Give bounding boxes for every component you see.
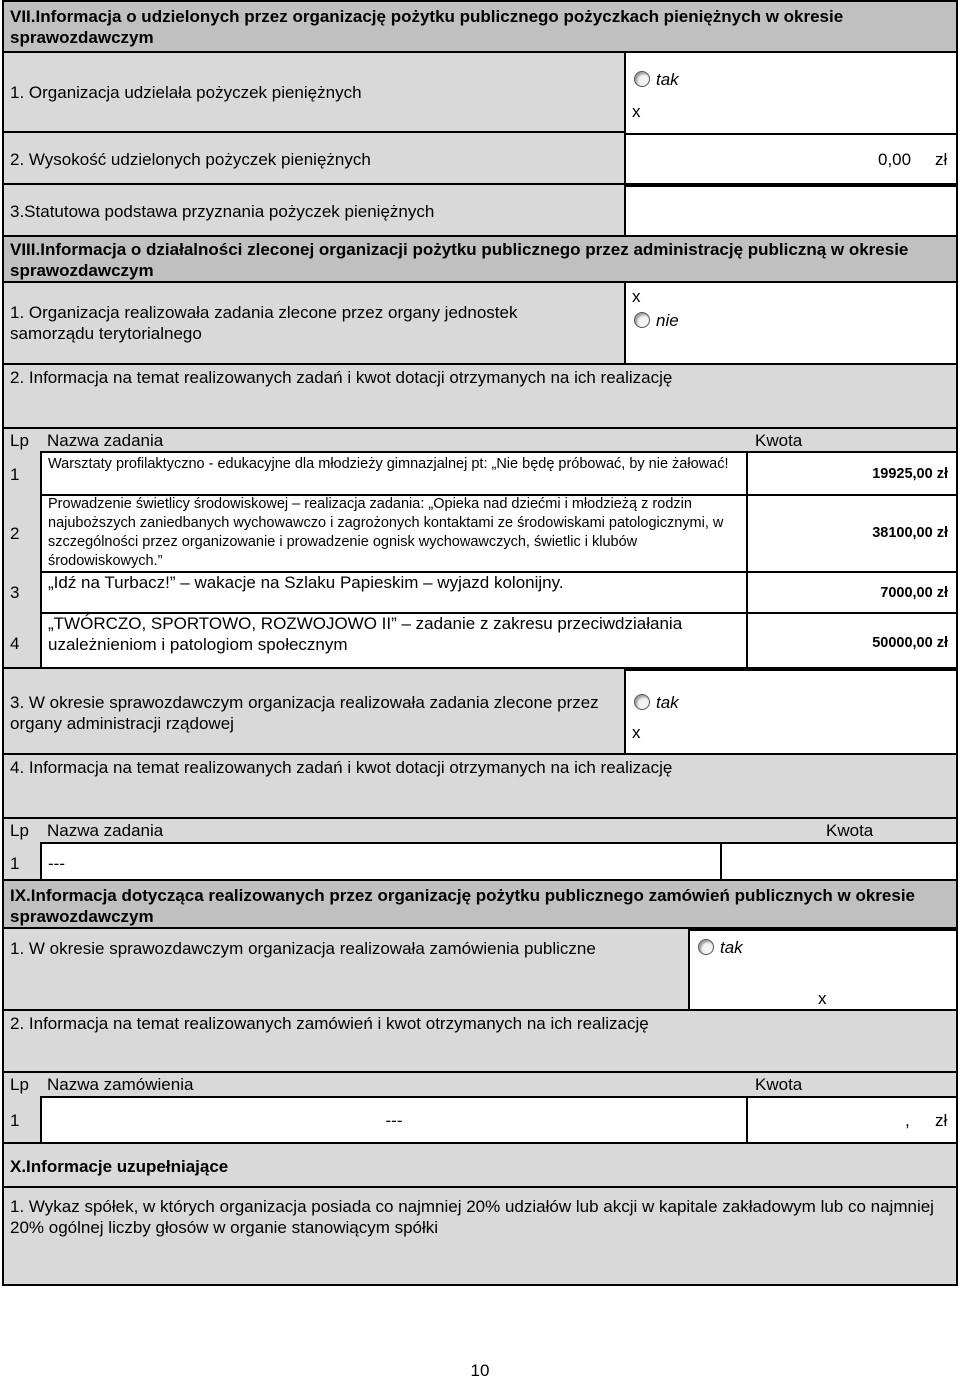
s8-t2-th-amount: Kwota	[826, 821, 874, 840]
s7-q1-answer-box[interactable]	[624, 51, 958, 135]
t2-row-1-name: ---	[48, 854, 65, 873]
table-row-amount	[720, 842, 958, 881]
s7-q3-answer-box[interactable]	[624, 185, 958, 237]
t2-row-1-lp: 1	[10, 854, 20, 873]
s8-q1-option[interactable]: nie	[634, 310, 679, 331]
s9-q2-label: 2. Informacja na temat realizowanych zamówień i kwot otrzymanych na ich realizację	[10, 1014, 649, 1033]
s9-th-amount: Kwota	[755, 1075, 803, 1094]
row-2-name: Prowadzenie świetlicy środowiskowej – realizacja zadania: „Opieka nad dziećmi i młodzieżą z rodzin najuboższych zaniedbanych wychowawczo i zagrożonych kontaktami ze środowiskami patologicznymi, w szczególności przez organizowanie i prowadzenie ognisk wychowawczych, świetlic i klubów środowiskowych.”	[48, 496, 724, 569]
row-4-name: „TWÓRCZO, SPORTOWO, ROZWOJOWO II” – zadanie z zakresu przeciwdziałania uzależnieniom i patologiom społecznym	[48, 614, 683, 654]
s9-th-lp: Lp	[10, 1075, 29, 1094]
row-3-name: „Idź na Turbacz!” – wakacje na Szlaku Papieskim – wyjazd kolonijny.	[48, 573, 564, 592]
s8-th-lp: Lp	[10, 431, 29, 450]
s8-q3-option[interactable]: tak	[634, 692, 679, 713]
s8-q3-label: 3. W okresie sprawozdawczym organizacja realizowała zadania zlecone przez organy administracji rządowej	[10, 693, 599, 733]
s9-th-name: Nazwa zamówienia	[47, 1075, 194, 1094]
radio-icon[interactable]	[634, 71, 650, 87]
s7-q1-option[interactable]: tak	[634, 69, 679, 90]
s7-q1-mark: x	[632, 102, 641, 121]
row-4-amount: 50000,00 zł	[872, 635, 948, 651]
section-ix-title: IX.Informacja dotycząca realizowanych przez organizację pożytku publicznego zamówień publicznych w okresie sprawozdawczym	[10, 886, 916, 926]
s8-th-amount: Kwota	[755, 431, 803, 450]
s9-q1-option[interactable]: tak	[698, 937, 743, 958]
s7-q2-label: 2. Wysokość udzielonych pożyczek pieniężnych	[10, 150, 371, 169]
s8-q1-label: 1. Organizacja realizowała zadania zlecone przez organy jednostek samorządu terytorialnego	[10, 303, 518, 343]
s8-q2-label: 2. Informacja na temat realizowanych zadań i kwot dotacji otrzymanych na ich realizację	[10, 368, 673, 387]
s9-q1-label: 1. W okresie sprawozdawczym organizacja realizowała zamówienia publiczne	[10, 939, 596, 958]
section-x-title: X.Informacje uzupełniające	[10, 1157, 229, 1176]
row-4-lp: 4	[10, 634, 20, 653]
s8-q4-label: 4. Informacja na temat realizowanych zadań i kwot dotacji otrzymanych na ich realizację	[10, 758, 673, 777]
radio-icon[interactable]	[634, 694, 650, 710]
row-3-amount: 7000,00 zł	[880, 585, 948, 601]
s8-q3-mark: x	[632, 723, 641, 742]
s7-q2-value: 0,00	[878, 150, 912, 169]
s10-q1-label: 1. Wykaz spółek, w których organizacja posiada co najmniej 20% udziałów lub akcji w kapitale zakładowym lub co najmniej 20% ogólnej liczby głosów w organie stanowiącym spółki	[10, 1197, 934, 1237]
s9-row-1-amount: ,	[905, 1111, 910, 1130]
s8-th-name: Nazwa zadania	[47, 431, 164, 450]
table-row-amount	[746, 1096, 958, 1144]
row-2-amount: 38100,00 zł	[872, 525, 948, 541]
s9-row-1-name: ---	[385, 1111, 403, 1130]
s9-row-1-unit: zł	[935, 1111, 948, 1130]
row-3-lp: 3	[10, 583, 20, 602]
s9-q1-mark: x	[818, 989, 827, 1008]
section-viii-title: VIII.Informacja o działalności zleconej organizacji pożytku publicznego przez administrację publiczną w okresie sprawozdawczym	[10, 240, 909, 280]
s8-q1-mark: x	[632, 287, 641, 306]
row-1-name: Warsztaty profilaktyczno - edukacyjne dla młodzieży gimnazjalnej pt: „Nie będę próbować, by nie żałować!	[48, 456, 729, 472]
radio-icon[interactable]	[634, 312, 650, 328]
s8-t2-th-name: Nazwa zadania	[47, 821, 164, 840]
s7-q1-label: 1. Organizacja udzielała pożyczek pieniężnych	[10, 83, 362, 102]
s8-t2-th-lp: Lp	[10, 821, 29, 840]
row-1-amount: 19925,00 zł	[872, 466, 948, 482]
table-row	[40, 842, 722, 881]
row-2-lp: 2	[10, 524, 20, 543]
s9-row-1-lp: 1	[10, 1111, 20, 1130]
radio-icon[interactable]	[698, 939, 714, 955]
s7-q3-label: 3.Statutowa podstawa przyznania pożyczek pieniężnych	[10, 202, 435, 221]
page-number: 10	[470, 1361, 490, 1380]
s7-q2-unit: zł	[935, 150, 948, 169]
section-vii-title: VII.Informacja o udzielonych przez organizację pożytku publicznego pożyczkach pieniężnych w okresie sprawozdawczym	[10, 7, 844, 47]
row-1-lp: 1	[10, 465, 20, 484]
